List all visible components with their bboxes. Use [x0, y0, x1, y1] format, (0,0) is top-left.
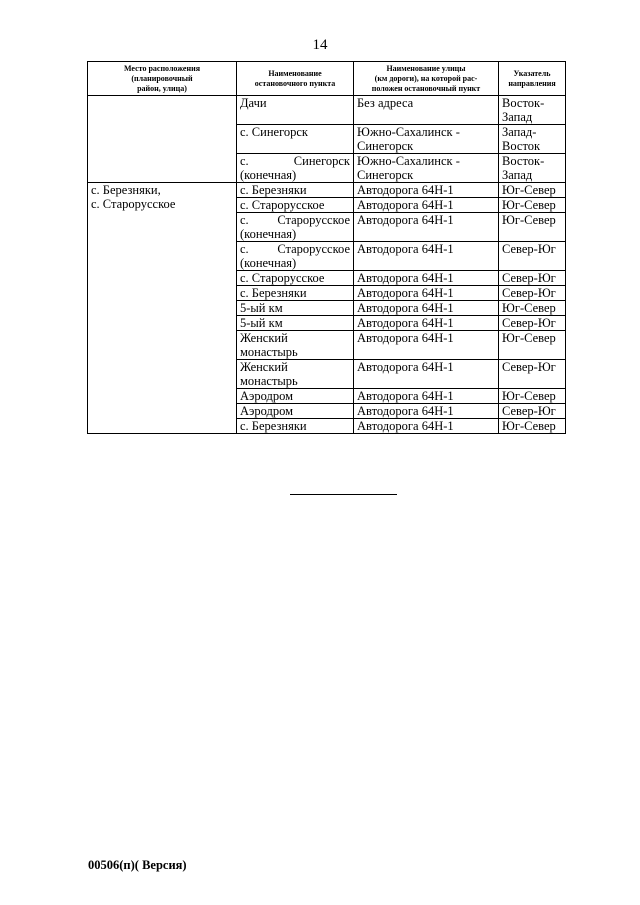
street-cell: Автодорога 64Н-1 [354, 419, 499, 434]
stop-cell: Женский монастырь [237, 360, 354, 389]
header-location: Место расположения (планировочный район, улица) [88, 62, 237, 96]
header-stop-name: Наименование остановочного пункта [237, 62, 354, 96]
stop-cell: с. Синегорск (конечная) [237, 154, 354, 183]
direction-cell: Восток-Запад [499, 96, 566, 125]
location-cell [88, 96, 237, 183]
stop-cell: с. Старорусское (конечная) [237, 213, 354, 242]
street-cell: Автодорога 64Н-1 [354, 183, 499, 198]
section-divider [290, 494, 397, 495]
direction-cell: Север-Юг [499, 242, 566, 271]
street-cell: Автодорога 64Н-1 [354, 242, 499, 271]
stop-cell: с. Березняки [237, 286, 354, 301]
street-cell: Автодорога 64Н-1 [354, 360, 499, 389]
direction-cell: Юг-Север [499, 213, 566, 242]
document-footer: 00506(п)( Версия) [88, 858, 187, 872]
direction-cell: Север-Юг [499, 404, 566, 419]
stop-cell: с. Березняки [237, 183, 354, 198]
street-cell: Без адреса [354, 96, 499, 125]
direction-cell: Юг-Север [499, 198, 566, 213]
stop-cell: Женский монастырь [237, 331, 354, 360]
street-cell: Автодорога 64Н-1 [354, 404, 499, 419]
stop-cell: с. Синегорск [237, 125, 354, 154]
stop-cell: 5-ый км [237, 316, 354, 331]
street-cell: Автодорога 64Н-1 [354, 198, 499, 213]
direction-cell: Восток-Запад [499, 154, 566, 183]
header-street-name: Наименование улицы (км дороги), на которой рас- положен остановочный пункт [354, 62, 499, 96]
direction-cell: Север-Юг [499, 271, 566, 286]
street-cell: Южно-Сахалинск - Синегорск [354, 154, 499, 183]
stop-cell: Аэродром [237, 404, 354, 419]
bus-stops-table [87, 61, 566, 434]
table-row [88, 96, 566, 125]
street-cell: Южно-Сахалинск - Синегорск [354, 125, 499, 154]
header-direction: Указатель направления [499, 62, 566, 96]
stop-cell: 5-ый км [237, 301, 354, 316]
street-cell: Автодорога 64Н-1 [354, 271, 499, 286]
street-cell: Автодорога 64Н-1 [354, 286, 499, 301]
direction-cell: Север-Юг [499, 286, 566, 301]
street-cell: Автодорога 64Н-1 [354, 389, 499, 404]
direction-cell: Север-Юг [499, 360, 566, 389]
direction-cell: Юг-Север [499, 419, 566, 434]
direction-cell: Юг-Север [499, 301, 566, 316]
street-cell: Автодорога 64Н-1 [354, 301, 499, 316]
location-cell: с. Березняки, с. Старорусское [88, 183, 237, 434]
street-cell: Автодорога 64Н-1 [354, 316, 499, 331]
stop-cell: Аэродром [237, 389, 354, 404]
table-row [88, 183, 566, 198]
stop-cell: Дачи [237, 96, 354, 125]
stop-cell: с. Старорусское [237, 198, 354, 213]
stop-cell: с. Старорусское (конечная) [237, 242, 354, 271]
direction-cell: Север-Юг [499, 316, 566, 331]
table-header-row [88, 62, 566, 96]
page-number: 14 [312, 37, 328, 53]
street-cell: Автодорога 64Н-1 [354, 213, 499, 242]
stop-cell: с. Старорусское [237, 271, 354, 286]
stop-cell: с. Березняки [237, 419, 354, 434]
direction-cell: Запад-Восток [499, 125, 566, 154]
direction-cell: Юг-Север [499, 331, 566, 360]
direction-cell: Юг-Север [499, 389, 566, 404]
street-cell: Автодорога 64Н-1 [354, 331, 499, 360]
direction-cell: Юг-Север [499, 183, 566, 198]
